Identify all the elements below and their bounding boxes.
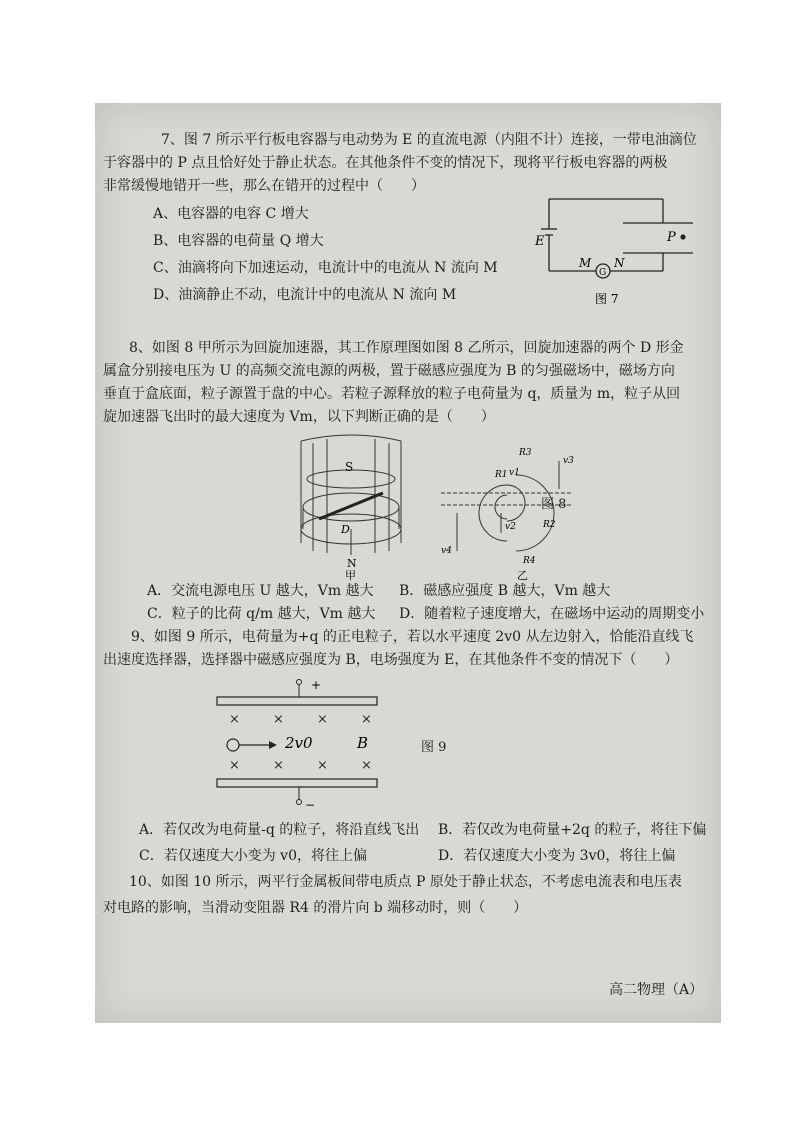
svg-text:×: × xyxy=(317,712,328,727)
q8-option-a: A．交流电源电压 U 越大，Vm 越大 xyxy=(147,583,374,599)
fig8-label-n: N xyxy=(347,557,357,570)
q7-line-1: 7、图 7 所示平行板电容器与电动势为 E 的直流电源（内阻不计）连接，一带电油滴位 xyxy=(161,132,697,148)
fig9-label-b: B xyxy=(357,734,369,752)
q10-line-2: 对电路的影响，当滑动变阻器 R4 的滑片向 b 端移动时，则（ ） xyxy=(103,900,528,916)
q7-option-b: B、电容器的电荷量 Q 增大 xyxy=(153,233,324,249)
fig8-label-v3: v3 xyxy=(563,456,574,466)
fig9-label-plus: + xyxy=(311,678,322,692)
svg-text:×: × xyxy=(229,712,240,727)
q9-option-c: C．若仅速度大小变为 v0，将往上偏 xyxy=(139,848,367,864)
svg-text:×: × xyxy=(361,758,372,773)
fig9-label-velocity: 2v0 xyxy=(285,734,313,752)
fig7-caption: 图 7 xyxy=(595,292,619,306)
exam-sheet xyxy=(95,103,721,1023)
fig8-label-v4: v4 xyxy=(441,546,452,556)
q7-line-3: 非常缓慢地错开一些，那么在错开的过程中（ ） xyxy=(103,178,425,194)
fig8-label-r1: R1 xyxy=(495,470,508,480)
q8-option-b: B．磁感应强度 B 越大，Vm 越大 xyxy=(399,583,611,599)
fig7-label-e: E xyxy=(535,234,545,249)
svg-text:×: × xyxy=(361,712,372,727)
fig7-label-g: G xyxy=(599,268,607,278)
fig9-caption: 图 9 xyxy=(421,740,447,755)
fig9-label-minus: − xyxy=(305,798,316,812)
q8-option-c: C．粒子的比荷 q/m 越大，Vm 越大 xyxy=(147,606,376,622)
q9-option-a: A．若仅改为电荷量-q 的粒子，将沿直线飞出 xyxy=(139,822,420,838)
figure-9-velocity-selector xyxy=(215,675,385,817)
q8-line-2: 属盒分别接电压为 U 的高频交流电源的两极，置于磁感应强度为 B 的匀强磁场中，磁场方向 xyxy=(103,363,675,379)
q9-line-2: 出速度选择器，选择器中磁感应强度为 B，电场强度为 E，在其他条件不变的情况下（ ） xyxy=(103,652,679,668)
fig7-label-n: N xyxy=(614,256,625,270)
q7-option-c: C、油滴将向下加速运动，电流计中的电流从 N 流向 M xyxy=(153,260,498,276)
q7-option-a: A、电容器的电容 C 增大 xyxy=(153,206,309,222)
svg-text:×: × xyxy=(229,758,240,773)
figure-7-circuit xyxy=(533,189,703,309)
svg-text:×: × xyxy=(273,712,284,727)
fig8-caption: 图 8 xyxy=(541,497,567,512)
q8-line-4: 旋加速器飞出时的最大速度为 Vm，以下判断正确的是（ ） xyxy=(103,409,495,425)
q9-line-1: 9、如图 9 所示，电荷量为+q 的正电粒子，若以水平速度 2v0 从左边射入，恰能沿直线飞 xyxy=(131,629,694,645)
fig8-label-r2: R2 xyxy=(543,520,556,530)
q9-option-b: B．若仅改为电荷量+2q 的粒子，将往下偏 xyxy=(438,822,707,838)
svg-text:×: × xyxy=(317,758,328,773)
fig8-label-jia: 甲 xyxy=(345,569,356,581)
q8-line-1: 8、如图 8 甲所示为回旋加速器，其工作原理图如图 8 乙所示，回旋加速器的两个 D 形金 xyxy=(129,340,684,356)
q10-line-1: 10、如图 10 所示，两平行金属板间带电质点 P 原处于静止状态，不考虑电流表和电压表 xyxy=(129,874,682,890)
fig8-label-d: D xyxy=(341,523,350,536)
q7-option-d: D、油滴静止不动，电流计中的电流从 N 流向 M xyxy=(153,287,457,303)
fig7-label-m: M xyxy=(579,256,592,270)
fig8-label-v2: v2 xyxy=(505,522,516,532)
fig8-label-yi: 乙 xyxy=(517,569,528,581)
svg-text:×: × xyxy=(273,758,284,773)
fig8-label-r3: R3 xyxy=(519,448,532,458)
fig8-label-v1: v1 xyxy=(509,468,520,478)
q8-option-d: D．随着粒子速度增大，在磁场中运动的周期变小 xyxy=(399,606,705,622)
fig7-label-p: P xyxy=(667,230,676,245)
q7-line-2: 于容器中的 P 点且恰好处于静止状态。在其他条件不变的情况下，现将平行板电容器的两极 xyxy=(103,155,668,171)
fig8-label-s: S xyxy=(345,460,354,474)
fig8-label-r4: R4 xyxy=(523,556,536,566)
q9-option-d: D．若仅速度大小变为 3v0，将往上偏 xyxy=(438,848,676,864)
footer-subject: 高二物理（A） xyxy=(609,982,704,998)
figure-8-cyclotron xyxy=(291,433,581,581)
q8-line-3: 垂直于盒底面，粒子源置于盘的中心。若粒子源释放的粒子电荷量为 q，质量为 m，粒子从回 xyxy=(103,386,681,402)
